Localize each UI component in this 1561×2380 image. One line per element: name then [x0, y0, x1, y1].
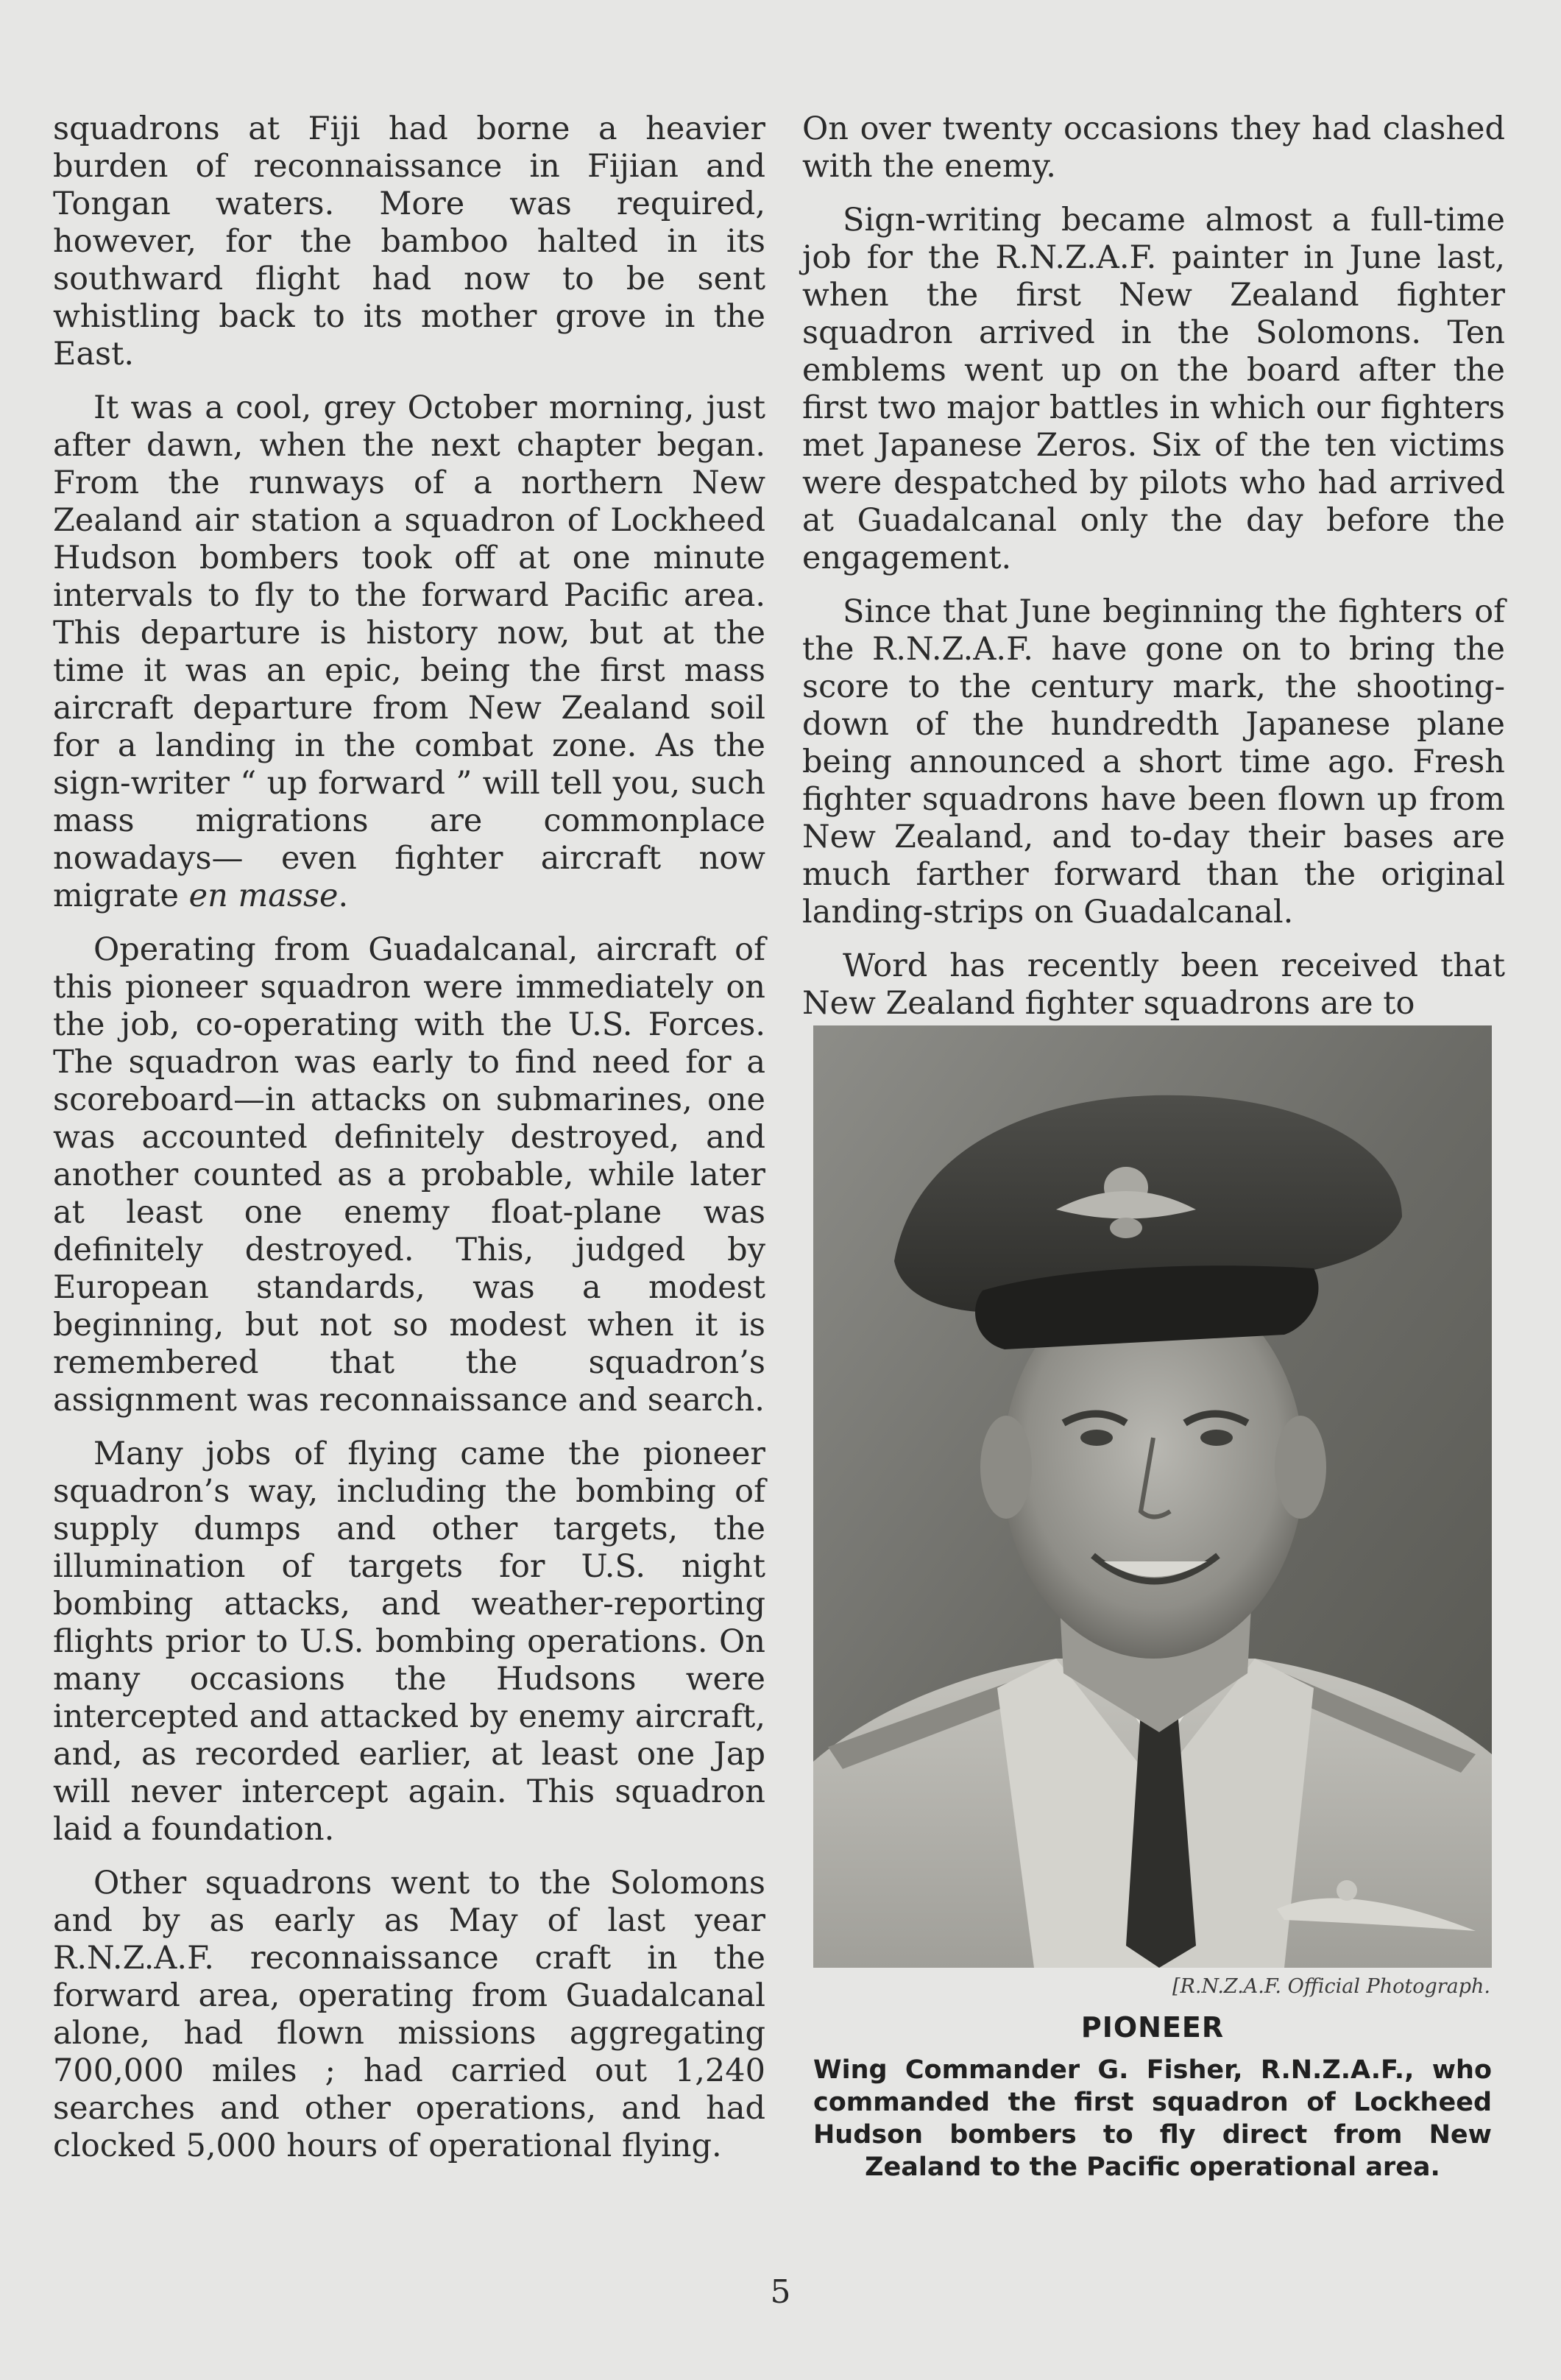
- page-number: 5: [770, 2273, 791, 2311]
- left-column: [53, 110, 765, 2181]
- left-paragraph-4: Many jobs of flying came the pioneer squadron’s way, including the bombing of supply dumps and other targets, the illumination of targets for U.S. night bombing attacks, and weather-reporting flights prior to U.S. bombing operations. On many occasions the Hudsons were intercepted and attacked by enemy aircraft, and, as recorded earlier, at least one Jap will never intercept again. This squadron laid a foundation.: [53, 1436, 765, 1848]
- figure: [813, 1025, 1492, 2183]
- caption-text: Wing Commander G. Fisher, R.N.Z.A.F., who commanded the first squadron of Lockheed Hudson bombers to fly direct from New Zealand to the Pacific operational area.: [813, 2055, 1492, 2182]
- photo-credit: [R.N.Z.A.F. Official Photograph.: [1172, 1975, 1490, 1998]
- right-paragraph-4: Word has recently been received that New Zealand fighter squadrons are to: [802, 947, 1505, 1022]
- italic-phrase: en masse: [188, 878, 339, 914]
- right-paragraph-3: Since that June beginning the fighters of the R.N.Z.A.F. have gone on to bring the score to the century mark, the shooting-down of the hundredth Japanese plane being announced a short time ago. Fresh fighter squadrons have been flown up from New Zealand, and to-day their bases are much farther forward than the original landing-strips on Guadalcanal.: [802, 593, 1505, 931]
- left-paragraph-1: squadrons at Fiji had borne a heavier burden of reconnaissance in Fijian and Tongan waters. More was required, however, for the bamboo halted in its southward flight had now to be sent whistling back to its mother grove in the East.: [53, 110, 765, 372]
- right-column: [802, 110, 1505, 1039]
- caption-title: PIONEER: [1080, 2011, 1225, 2044]
- left-paragraph-2: It was a cool, grey October morning, just after dawn, when the next chapter began. From the runways of a northern New Zealand air station a squadron of Lockheed Hudson bombers took off at one minute intervals to fly to the forward Pacific area. This departure is history now, but at the time it was an epic, being the first mass aircraft departure from New Zealand soil for a landing in the combat zone. As the sign-writer “ up forward ” will tell you, such mass migrations are commonplace nowadays— even fighter aircraft now migrate en masse.: [53, 389, 765, 914]
- left-paragraph-2-text: It was a cool, grey October morning, just after dawn, when the next chapter began. From the runways of a northern New Zealand air station a squadron of Lockheed Hudson bombers took off at one minute intervals to fly to the forward Pacific area. This departure is history now, but at the time it was an epic, being the first mass aircraft departure from New Zealand soil for a landing in the combat zone. As the sign-writer “ up forward ” will tell you, such mass migrations are commonplace nowadays— even fighter aircraft now migrate: [53, 389, 765, 914]
- portrait-illustration: [813, 1025, 1492, 1968]
- left-paragraph-3: Operating from Guadalcanal, aircraft of this pioneer squadron were immediately on the job, co-operating with the U.S. Forces. The squadron was early to find need for a scoreboard—in attacks on submarines, one was accounted definitely destroyed, and another counted as a probable, while later at least one enemy float-plane was definitely destroyed. This, judged by European standards, was a modest beginning, but not so modest when it is remembered that the squadron’s assignment was reconnaissance and search.: [53, 931, 765, 1419]
- right-paragraph-2: Sign-writing became almost a full-time job for the R.N.Z.A.F. painter in June last, when the first New Zealand fighter squadron arrived in the Solomons. Ten emblems went up on the board after the first two major battles in which our fighters met Japanese Zeros. Six of the ten victims were despatched by pilots who had arrived at Guadalcanal only the day before the engagement.: [802, 202, 1505, 576]
- right-paragraph-1: On over twenty occasions they had clashed with the enemy.: [802, 110, 1505, 185]
- left-paragraph-5: Other squadrons went to the Solomons and by as early as May of last year R.N.Z.A.F. reconnaissance craft in the forward area, operating from Guadalcanal alone, had flown missions aggregating 700,000 miles ; had carried out 1,240 searches and other operations, and had clocked 5,000 hours of operational flying.: [53, 1865, 765, 2164]
- officer-portrait-photo: [813, 1025, 1492, 1968]
